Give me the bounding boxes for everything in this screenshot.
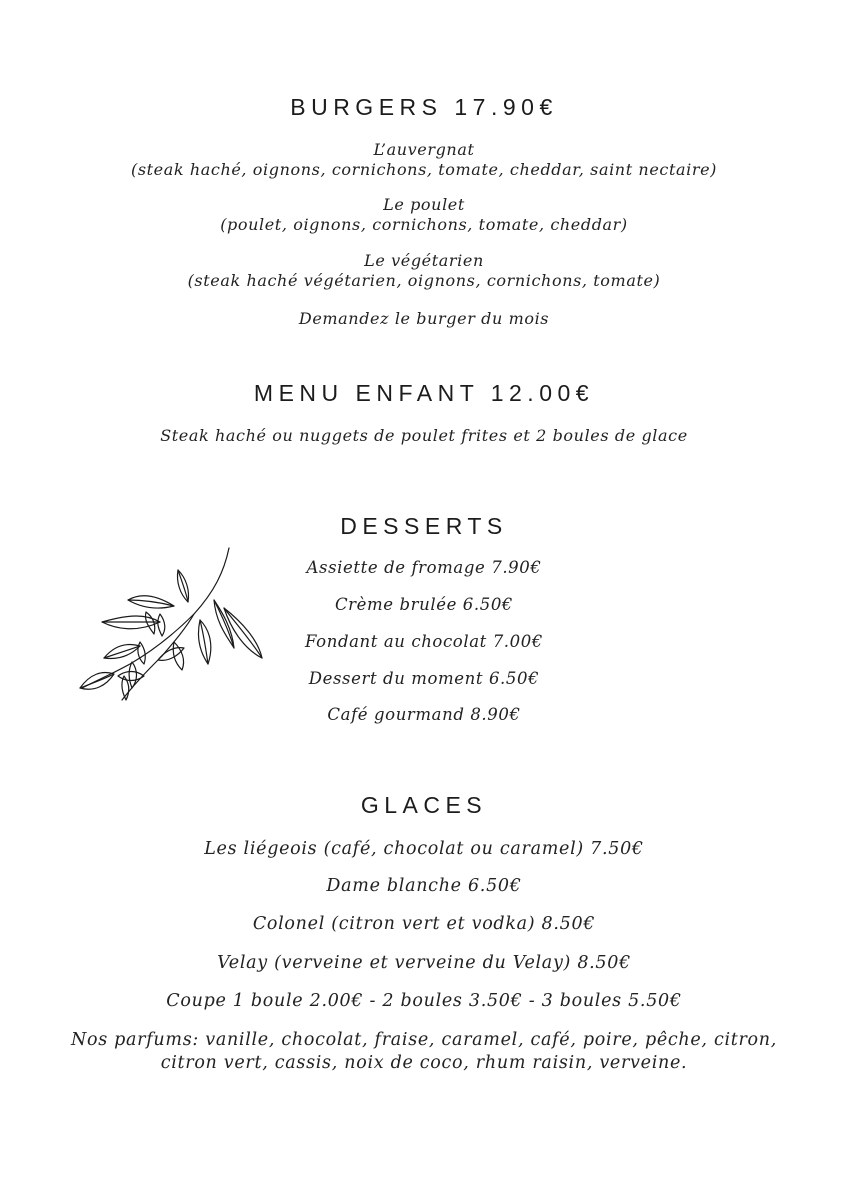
burger-name-poulet: Le poulet [383, 195, 465, 214]
flavors-list-line-2: citron vert, cassis, noix de coco, rhum raisin, verveine. [160, 1053, 688, 1073]
glace-item: Dame blanche 6.50€ [326, 876, 522, 896]
dessert-item: Assiette de fromage 7.90€ [306, 558, 542, 577]
burger-of-the-month-note: Demandez le burger du mois [298, 309, 550, 328]
burger-description-auvergnat: (steak haché, oignons, cornichons, tomate, cheddar, saint nectaire) [130, 160, 718, 179]
glace-item: Velay (verveine et verveine du Velay) 8.50€ [217, 953, 631, 973]
glaces-heading: GLACES [360, 792, 488, 818]
glace-item: Coupe 1 boule 2.00€ - 2 boules 3.50€ - 3 boules 5.50€ [166, 991, 682, 1011]
desserts-heading: DESSERTS [340, 513, 508, 539]
burger-name-auvergnat: L’auvergnat [373, 140, 475, 159]
dessert-item: Dessert du moment 6.50€ [308, 669, 540, 688]
burger-name-vegetarien: Le végétarien [364, 251, 484, 270]
menu-enfant-heading: MENU ENFANT 12.00€ [253, 380, 595, 406]
burger-description-poulet: (poulet, oignons, cornichons, tomate, cheddar) [220, 215, 628, 234]
flavors-list-line-1: Nos parfums: vanille, chocolat, fraise, caramel, café, poire, pêche, citron, [70, 1030, 778, 1050]
menu-enfant-description: Steak haché ou nuggets de poulet frites et 2 boules de glace [160, 426, 688, 445]
dessert-item: Café gourmand 8.90€ [327, 705, 521, 724]
burgers-heading: BURGERS 17.90€ [290, 94, 558, 120]
burger-description-vegetarien: (steak haché végétarien, oignons, cornichons, tomate) [187, 271, 661, 290]
dessert-item: Crème brulée 6.50€ [334, 595, 514, 614]
glace-item: Les liégeois (café, chocolat ou caramel) 7.50€ [204, 839, 644, 859]
dessert-item: Fondant au chocolat 7.00€ [305, 632, 543, 651]
leafy-branch-icon [74, 542, 270, 718]
glace-item: Colonel (citron vert et vodka) 8.50€ [252, 914, 596, 934]
